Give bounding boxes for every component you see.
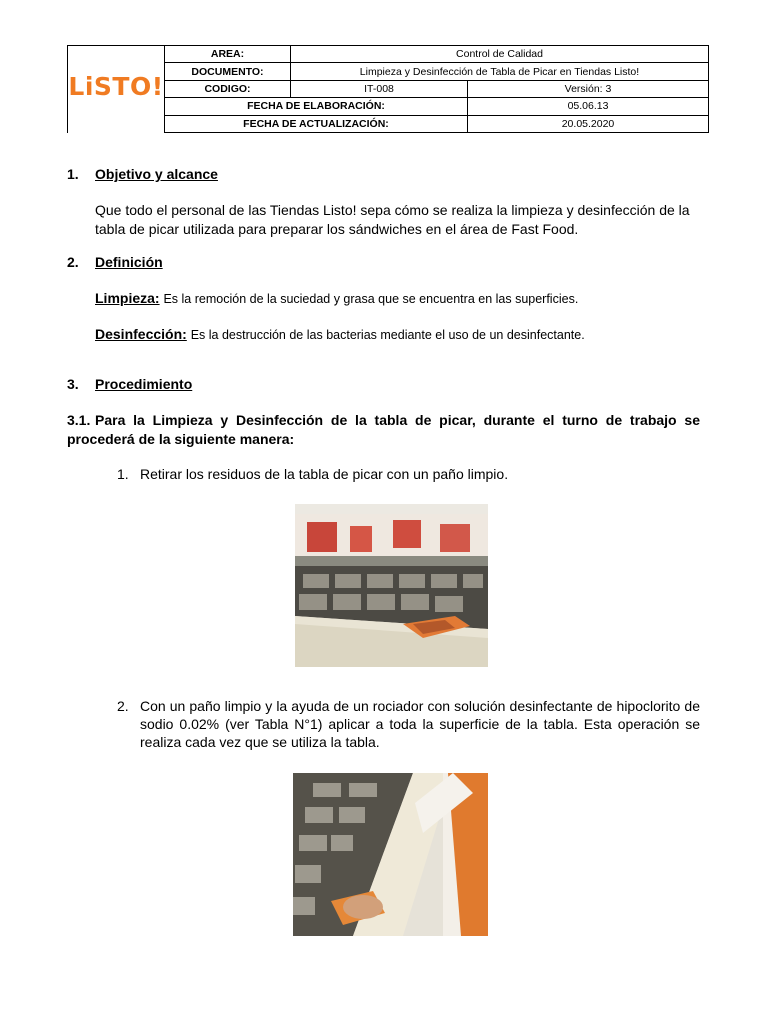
fecha-elaboracion-label: FECHA DE ELABORACIÓN:: [165, 98, 468, 115]
logo-cell: [68, 46, 165, 133]
definition-limpieza: [95, 289, 700, 309]
section-3-title: Procedimiento: [95, 376, 193, 392]
step-2: [117, 697, 700, 751]
documento-label: DOCUMENTO:: [165, 63, 291, 80]
limpieza-text: Es la remoción de la suciedad y grasa que se encuentra en las superficies.: [163, 292, 579, 306]
section-3-heading: [67, 376, 192, 392]
step-2-text: Con un paño limpio y la ayuda de un rociador con solución desinfectante de hipoclorito de sodio 0.02% (ver Tabla N°1) aplicar a toda la superficie de la tabla. Esta operación se realiza cada vez que se utiliza la tabla.: [140, 698, 700, 750]
step-1-number: 1.: [117, 466, 129, 482]
step-2-number: 2.: [117, 698, 129, 714]
section-1-number: 1.: [67, 166, 79, 182]
section-1-title: Objetivo y alcance: [95, 166, 218, 182]
fecha-elaboracion-value: 05.06.13: [468, 98, 709, 115]
area-value: Control de Calidad: [291, 46, 709, 63]
step-1: [117, 465, 700, 483]
section-1-text: Que todo el personal de las Tiendas Listo! sepa cómo se realiza la limpieza y desinfección de la tabla de picar utilizada para preparar los sándwiches en el área de Fast Food.: [95, 202, 690, 237]
codigo-label: CODIGO:: [165, 80, 291, 97]
fecha-actualizacion-label: FECHA DE ACTUALIZACIÓN:: [165, 115, 468, 132]
section-2-title: Definición: [95, 254, 163, 270]
subsection-3-1-text: Para la Limpieza y Desinfección de la tabla de picar, durante el turno de trabajo se procederá de la siguiente manera:: [67, 412, 700, 447]
subsection-3-1: [67, 411, 700, 449]
codigo-value: IT-008: [291, 80, 468, 97]
version-value: Versión: 3: [468, 80, 709, 97]
listo-logo: LiSTO!: [68, 71, 164, 101]
section-3-number: 3.: [67, 376, 79, 392]
definition-desinfeccion: [95, 325, 700, 345]
subsection-3-1-number: 3.1.: [67, 412, 91, 428]
photo-applying-disinfectant: [293, 773, 488, 936]
section-2-number: 2.: [67, 254, 79, 270]
fecha-actualizacion-value: 20.05.2020: [468, 115, 709, 132]
section-2-heading: [67, 254, 163, 270]
step-1-text: Retirar los residuos de la tabla de picar con un paño limpio.: [140, 466, 509, 482]
area-label: AREA:: [165, 46, 291, 63]
section-1-heading: [67, 166, 218, 182]
document-header-table: [67, 45, 709, 133]
documento-value: Limpieza y Desinfección de Tabla de Picar en Tiendas Listo!: [291, 63, 709, 80]
limpieza-term: Limpieza:: [95, 290, 160, 306]
photo-removing-residue: [295, 504, 488, 667]
desinfeccion-text: Es la destrucción de las bacterias mediante el uso de un desinfectante.: [190, 328, 585, 342]
desinfeccion-term: Desinfección:: [95, 326, 187, 342]
